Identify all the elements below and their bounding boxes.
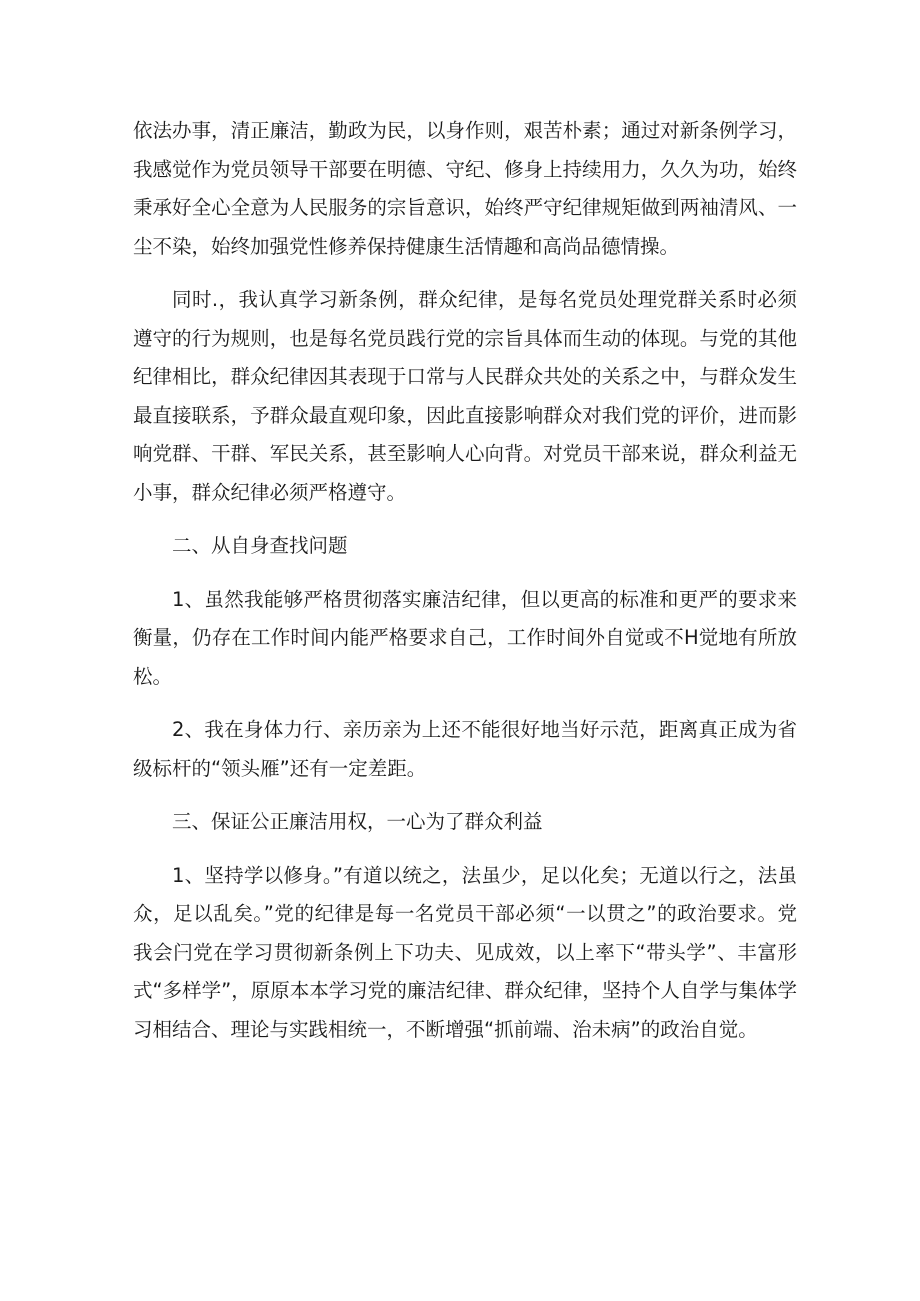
paragraph-mass-discipline: 同时.，我认真学习新条例，群众纪律，是每名党员处理党群关系时必须遵守的行为规则，也是每名党员践行党的宗旨具体而生动的体现。与党的其他纪律相比，群众纪律因其表现于口常与人民群众共处的关系之中，与群众发生最直接联系，予群众最直观印象，因此直接影响群众对我们党的评价，进而影响党群、干群、军民关系，甚至影响人心向背。对党员干部来说，群众利益无小事，群众纪律必须严格遵守。 <box>133 288 797 504</box>
document-body <box>133 112 797 1064</box>
paragraph-continuation: 依法办事，清正廉洁，勤政为民，以身作则，艰苦朴素；通过对新条例学习，我感觉作为党员领导干部要在明德、守纪、修身上持续用力，久久为功，始终秉承好全心全意为人民服务的宗旨意识，始终严守纪律规矩做到两袖清风、一尘不染，始终加强党性修养保持健康生活情趣和高尚品德情操。 <box>133 119 797 258</box>
problem-item-1: 1、虽然我能够严格贯彻落实廉洁纪律，但以更高的标准和更严的要求来衡量，仍存在工作时间内能严格要求自己，工作时间外自觉或不H觉地有所放松。 <box>133 587 797 688</box>
section-heading-2: 二、从自身查找问题 <box>172 534 348 557</box>
measure-item-1: 1、坚持学以修身。”有道以统之，法虽少，足以化矣；无道以行之，法虽众，足以乱矣。”党的纪律是每一名党员干部必须“一以贯之”的政治要求。党我会闩党在学习贯彻新条例上下功夫、见成效，以上率下“带头学”、丰富形式“多样学”，原原本本学习党的廉洁纪律、群众纪律，坚持个人自学与集体学习相结合、理论与实践相统一，不断增强“抓前端、治未病”的政治自觉。 <box>133 863 797 1041</box>
problem-item-2: 2、我在身体力行、亲历亲为上还不能很好地当好示范，距离真正成为省级标杆的“领头雁”还有一定差距。 <box>133 718 797 780</box>
section-heading-3: 三、保证公正廉洁用权，一心为了群众利益 <box>172 810 543 833</box>
